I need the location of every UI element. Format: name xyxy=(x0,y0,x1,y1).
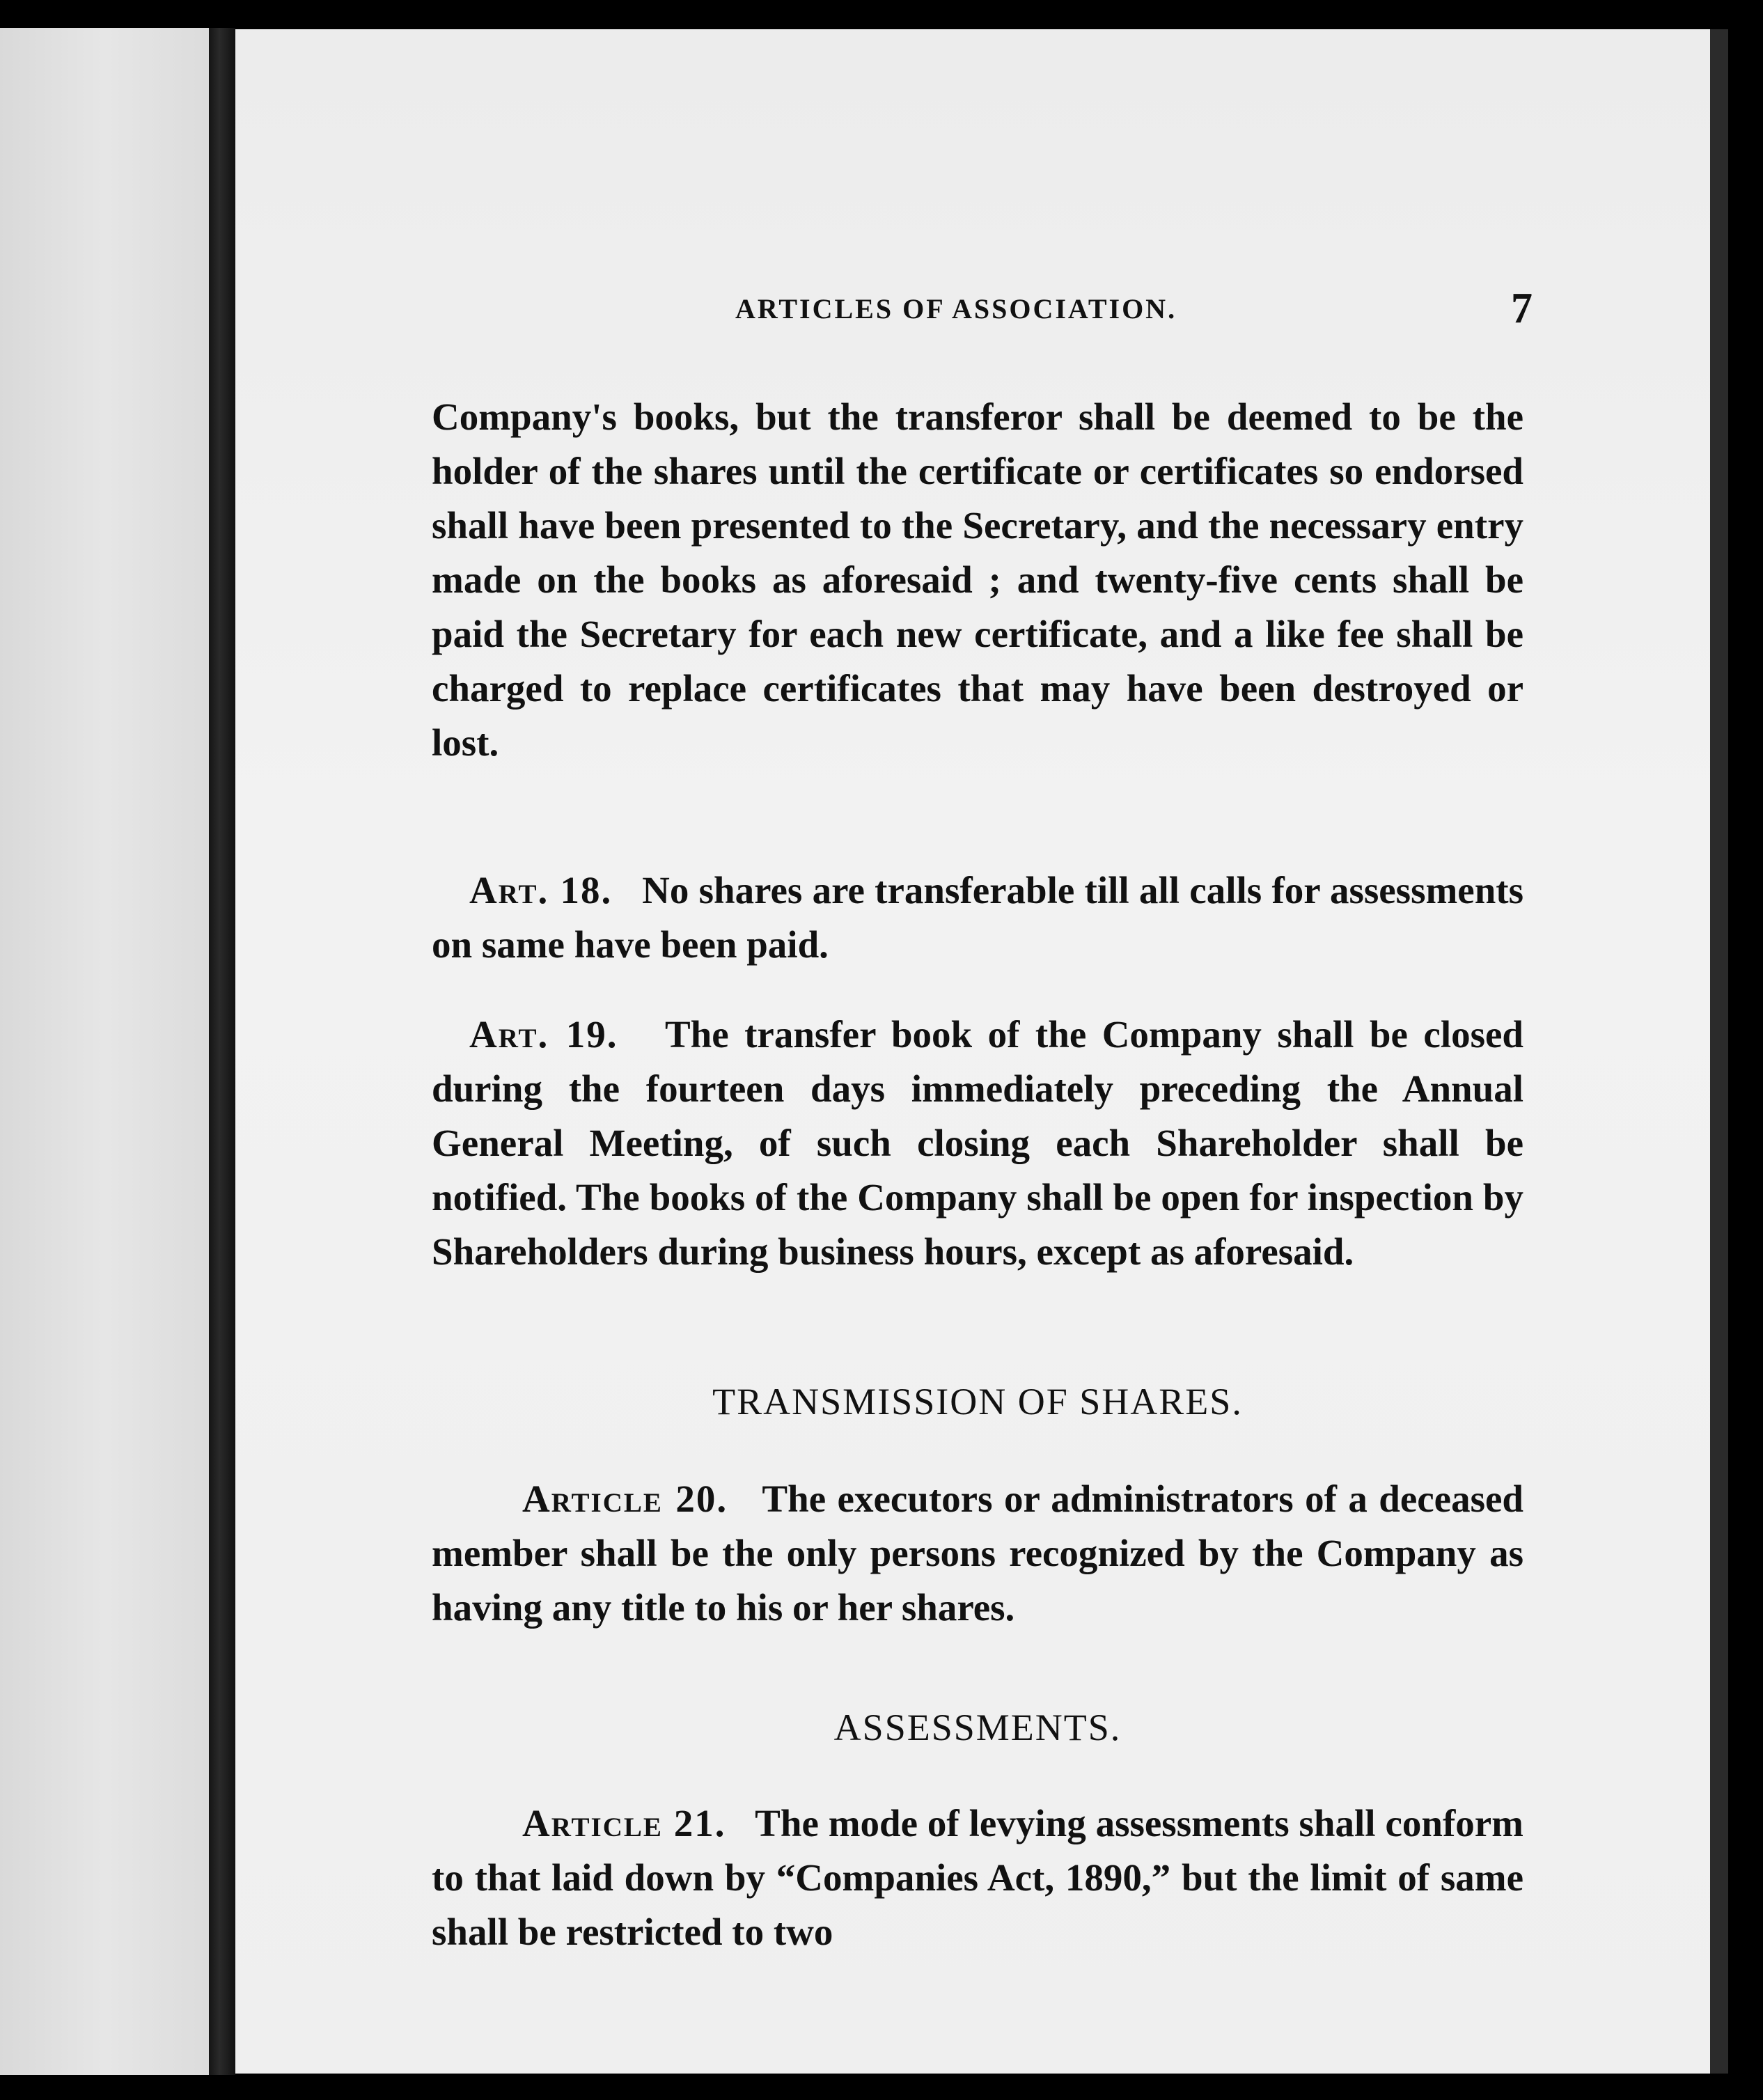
article-21 xyxy=(432,1796,1523,1959)
facing-page-edge xyxy=(0,28,209,2075)
article-19-text: The transfer book of the Company shall be closed during the fourteen days immediately preceding the Annual General Meeting, of such closing each Shareholder shall be notified. The books of the Company shall be open for inspection by Shareholders during business hours, except as aforesaid. xyxy=(432,1013,1524,1273)
article-20-text: The executors or administrators of a deceased member shall be the only persons recognized by the Company as having any title to his or her shares. xyxy=(432,1478,1523,1629)
article-20-label: Article 20. xyxy=(522,1478,728,1520)
article-21-label: Article 21. xyxy=(522,1802,726,1844)
running-head: ARTICLES OF ASSOCIATION. xyxy=(735,293,1177,324)
article-19-paragraph xyxy=(432,1008,1523,1279)
paragraph-text: Company's books, but the transferor shall be deemed to be the holder of the shares until the certificate or certificates so endorsed shall have been presented to the Secretary, and the necessary entry made on the books as aforesaid ; and twenty-five cents shall be paid the Secretary for each new certificate, and a like fee shall be charged to replace certificates that may have been destroyed or lost. xyxy=(432,395,1523,764)
continued-paragraph xyxy=(432,390,1523,770)
article-18 xyxy=(432,863,1523,972)
binding-gutter xyxy=(209,28,235,2075)
article-21-paragraph xyxy=(432,1796,1523,1959)
section-assessments xyxy=(432,1706,1523,1749)
article-20-paragraph xyxy=(432,1472,1523,1635)
article-20 xyxy=(432,1472,1523,1635)
page-number: 7 xyxy=(1511,285,1533,332)
article-18-label: Art. 18. xyxy=(469,869,613,911)
article-19 xyxy=(432,1008,1523,1279)
article-19-label: Art. 19. xyxy=(469,1013,618,1056)
section-heading-assessments: ASSESSMENTS. xyxy=(833,1707,1122,1748)
article-18-paragraph xyxy=(432,863,1523,972)
section-heading-transmission: TRANSMISSION OF SHARES. xyxy=(712,1381,1243,1423)
article-18-text: No shares are transferable till all calls for assessments on same have been paid. xyxy=(432,869,1524,966)
article-21-text: The mode of levying assessments shall conform to that laid down by “Companies Act, 1890,” but the limit of same shall be restricted to two xyxy=(432,1802,1523,1953)
book-page xyxy=(235,29,1728,2074)
section-transmission xyxy=(432,1380,1523,1423)
